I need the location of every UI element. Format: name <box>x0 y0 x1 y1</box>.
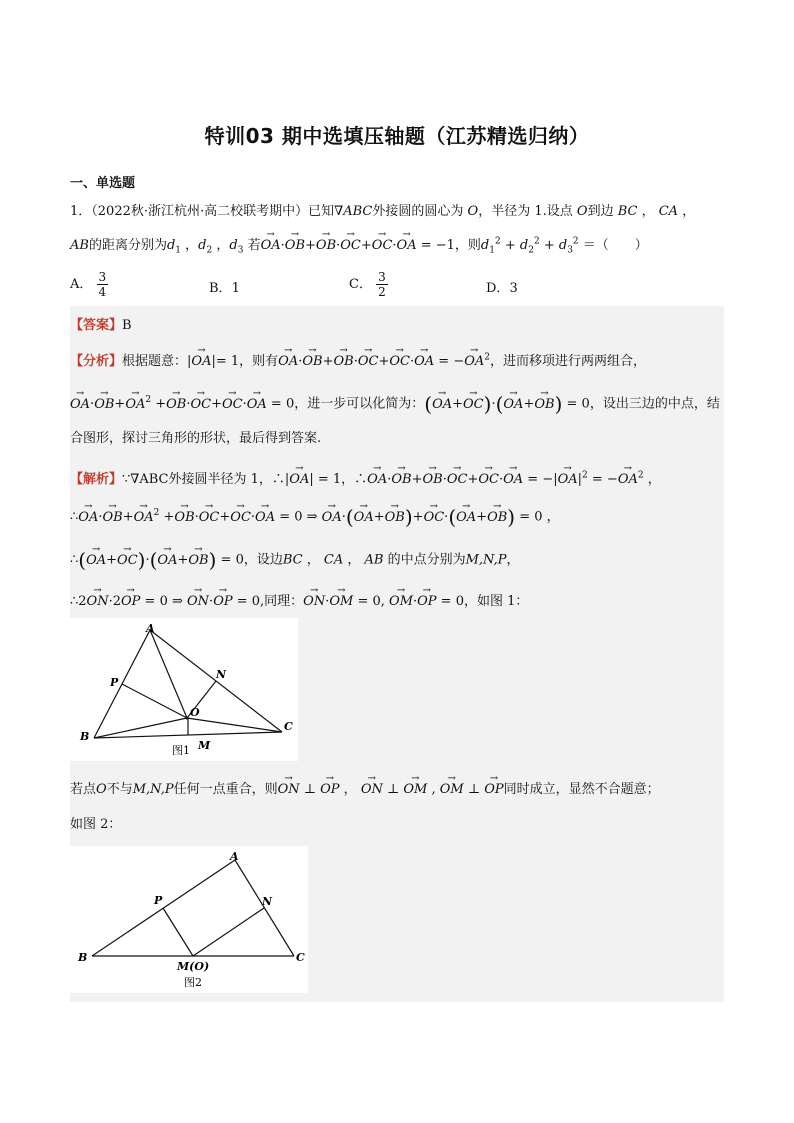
figure-2-label-p: P <box>154 894 163 907</box>
question-source: （2022秋·浙江杭州·高二校联考期中） <box>91 204 309 219</box>
figure-1-label-c: C <box>284 720 293 733</box>
figure-2-diagram <box>70 846 308 993</box>
solution-line-5: 若点O不与M,N,P任何一点重合，则→ ON ⊥ → OP ， → ON ⊥ → OM , → OM ⊥ → OP同时成立，显然不合题意； <box>70 778 660 797</box>
solution-line-4: ∴2→ ON·2→ OP = 0 ⇒ → ON·→ OP = 0,同理：→ ON·→ OM = 0, → OM·→ OP = 0，如图 1： <box>70 590 528 609</box>
option-b[interactable]: B．1 <box>209 281 240 296</box>
figure-2-label-c: C <box>296 951 305 964</box>
figure-2-label-n: N <box>262 895 273 908</box>
section-heading: 一、单选题 <box>70 176 136 191</box>
figure-2-label-b: B <box>78 951 88 964</box>
figure-1-label-a: A <box>146 622 155 635</box>
option-a[interactable]: A． $\frac{3}{4}$ <box>70 270 107 299</box>
solution-tag: 【解析】 <box>70 472 123 487</box>
figure-1-label-m: M <box>198 739 211 752</box>
question-line-2: AB的距离分别为$d_1$ ，$d_2$ ，$d_3$ 若→ OA·→ OB+→ OB·→ OC+→ OC·→ OA = −1，则$d_1^2 + d_2^2 + d_3^2$ ＝（ ） <box>70 234 648 256</box>
option-d[interactable]: D．3 <box>486 281 518 296</box>
solution-line-6: 如图 2： <box>70 817 122 832</box>
figure-2-label-a: A <box>230 850 239 863</box>
figure-1-caption: 图1 <box>172 744 190 757</box>
solution-line-1: 【解析】∵∇ABC外接圆半径为 1，∴|→ OA| = 1，∴→ OA·→ OB+→ OB·→ OC+→ OC·→ OA = −|→ $OA|^2$ = −→ $OA^2$ ， <box>70 468 661 487</box>
answer-line <box>70 314 132 333</box>
analysis-line-2: → $OA\cdot\to OB+\to OA^2 +\to OB\cdot\to OC+\to OC\cdot\to$ OA = 0，进一步可以化简为：(→ OA+→ OC)·(→ OA+→ OB) = 0，设出三边的中点，结 <box>70 392 720 416</box>
figure-2 <box>70 846 308 993</box>
answer-tag: 【答案】 <box>70 318 123 333</box>
analysis-line-3: 合图形，探讨三角形的形状，最后得到答案. <box>70 431 322 446</box>
page-title: 特训03 期中选填压轴题（江苏精选归纳） <box>204 124 590 148</box>
question-number: 1． <box>70 204 92 219</box>
figure-1-label-p: P <box>110 676 119 689</box>
option-c[interactable]: C． $\frac{3}{2}$ <box>349 270 386 299</box>
figure-1-label-b: B <box>80 730 90 743</box>
solution-line-2: ∴→ $OA\cdot\to OB+\to OA^2 +\to OB\cdot\to OC+\to OC\cdot\to$ OA = 0 ⇒ → OA·(→ OA+→ OB)+→ OC·(→ OA+→ OB) = 0 ， <box>70 505 560 529</box>
figure-1-label-o: O <box>190 706 200 719</box>
triangle-symbol: ∇ABC <box>334 204 373 219</box>
figure-1-label-n: N <box>216 668 227 681</box>
figure-2-label-m: M(O) <box>177 960 210 973</box>
question-line-1: 1．（2022秋·浙江杭州·高二校联考期中）已知∇ABC外接圆的圆心为 O，半径为 1.设点 O到边 BC ， CA ， <box>70 204 696 219</box>
figure-1 <box>70 618 298 761</box>
figure-1-diagram <box>70 618 298 761</box>
figure-2-caption: 图2 <box>184 976 202 989</box>
answer-value: B <box>122 318 132 333</box>
analysis-tag: 【分析】 <box>70 354 123 369</box>
solution-line-3: ∴(→ OA+→ OC)·(→ OA+→ OB) = 0，设边BC ， CA ， AB 的中点分别为M,N,P， <box>70 548 519 572</box>
analysis-line-1: 【分析】根据题意：|→ OA|= 1，则有→ OA·→ OB+→ OB·→ OC+→ OC·→ OA = −→ $OA^2$，进而移项进行两两组合， <box>70 350 646 369</box>
